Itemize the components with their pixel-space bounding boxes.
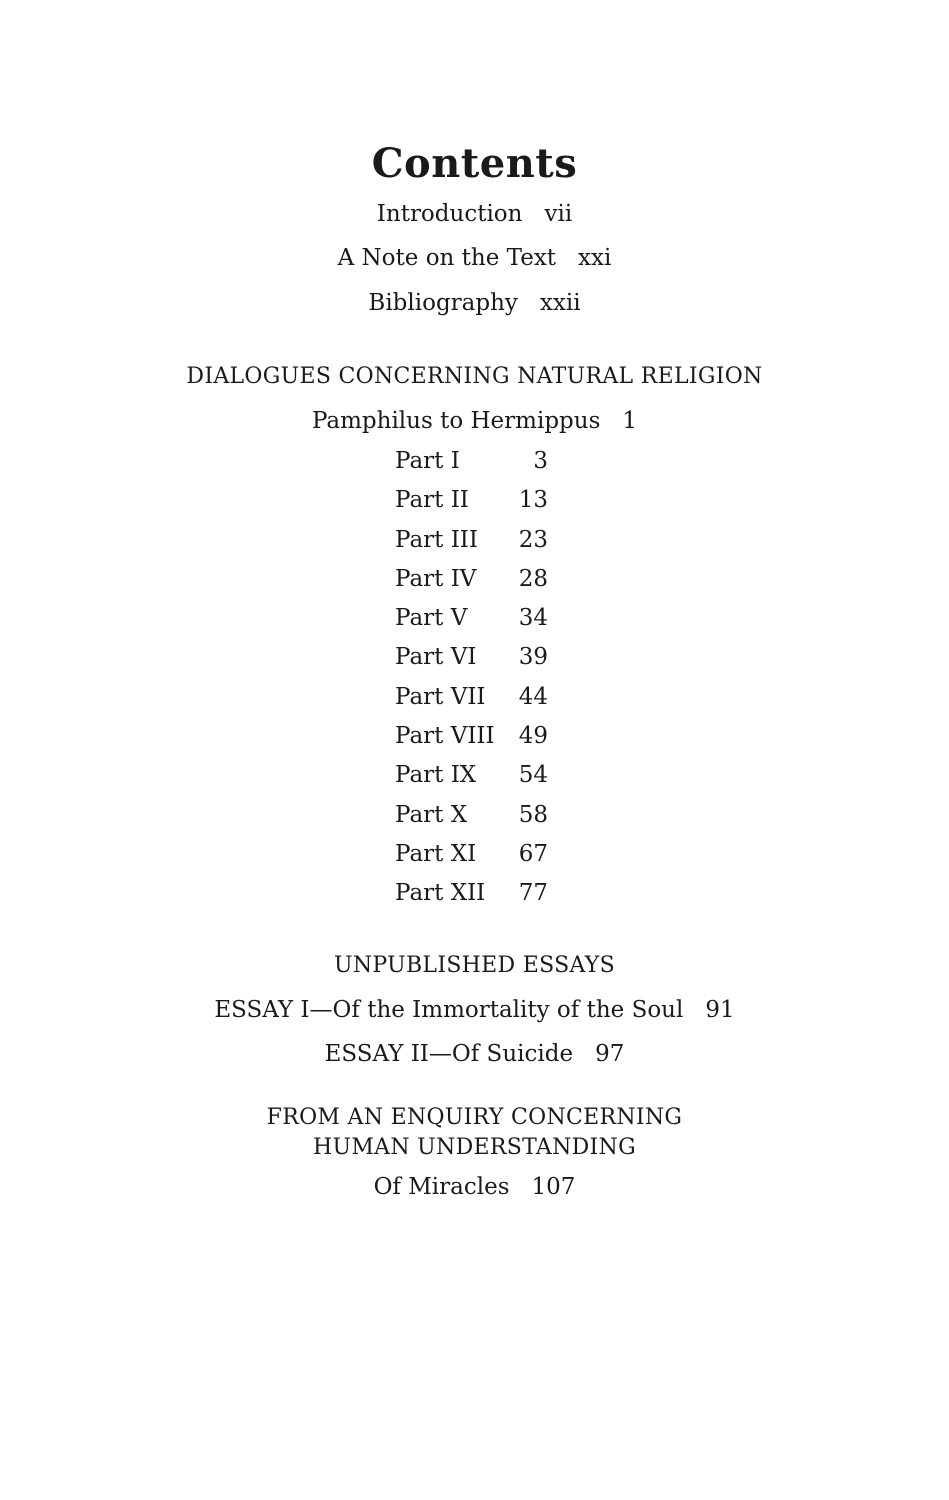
toc-entry-label: Part I xyxy=(395,448,460,474)
toc-entry-label: Part IX xyxy=(395,762,477,789)
toc-entry-part-vii[interactable] xyxy=(395,684,595,723)
section-heading-enquiry-line2: HUMAN UNDERSTANDING xyxy=(313,1135,636,1160)
toc-entry-label: Part XII xyxy=(395,880,486,907)
toc-entry-label: Part III xyxy=(395,526,478,553)
toc-entry-page: 28 xyxy=(518,565,548,592)
toc-entry-part-xii[interactable] xyxy=(395,880,595,919)
toc-entry-essay-i[interactable] xyxy=(0,997,949,1023)
toc-entry-page: 23 xyxy=(518,526,548,553)
toc-entry-part-xi[interactable] xyxy=(395,841,595,880)
toc-entry-page: 107 xyxy=(531,1174,576,1200)
toc-entry-of-miracles[interactable] xyxy=(0,1174,949,1200)
toc-entry-page: xxii xyxy=(539,290,581,316)
toc-entry-page: 54 xyxy=(518,762,548,789)
toc-entry-page: 34 xyxy=(518,605,548,632)
toc-entry-pamphilus[interactable] xyxy=(0,408,949,434)
section-heading-unpublished: UNPUBLISHED ESSAYS xyxy=(334,953,615,978)
toc-entry-label: A Note on the Text xyxy=(337,245,557,271)
toc-entry-part-ix[interactable] xyxy=(395,762,595,801)
section-heading-enquiry-line1: FROM AN ENQUIRY CONCERNING xyxy=(266,1105,683,1130)
toc-entry-label: Part X xyxy=(395,801,468,828)
toc-entry-bibliography[interactable] xyxy=(0,290,949,316)
toc-entry-label: Part XI xyxy=(395,840,477,867)
toc-entry-label: Pamphilus to Hermippus xyxy=(311,408,601,434)
toc-entry-page: 1 xyxy=(622,408,638,434)
toc-entry-label: Introduction xyxy=(376,201,523,227)
toc-entry-label: Part VII xyxy=(395,683,486,710)
toc-entry-note-on-text[interactable] xyxy=(0,245,949,271)
toc-entry-page: 3 xyxy=(533,448,548,474)
toc-entry-label: Part VIII xyxy=(395,723,495,750)
parts-list xyxy=(395,448,595,920)
toc-entry-label: Part II xyxy=(395,487,469,514)
toc-entry-label: ESSAY I—Of the Immortality of the Soul xyxy=(214,997,684,1023)
toc-entry-page: 97 xyxy=(595,1041,625,1067)
toc-entry-page: 49 xyxy=(518,723,548,750)
toc-entry-part-i[interactable] xyxy=(395,448,595,487)
toc-entry-part-vi[interactable] xyxy=(395,644,595,683)
toc-entry-part-viii[interactable] xyxy=(395,723,595,762)
page-title: Contents xyxy=(371,140,578,187)
toc-entry-page: 39 xyxy=(518,644,548,671)
toc-entry-page: 44 xyxy=(518,683,548,710)
toc-entry-part-x[interactable] xyxy=(395,802,595,841)
toc-entry-label: Of Miracles xyxy=(373,1174,510,1200)
toc-entry-page: 91 xyxy=(705,997,735,1023)
toc-entry-label: Part IV xyxy=(395,565,477,592)
toc-entry-part-iv[interactable] xyxy=(395,566,595,605)
toc-entry-page: 67 xyxy=(518,840,548,867)
toc-entry-label: ESSAY II—Of Suicide xyxy=(324,1041,574,1067)
toc-entry-part-iii[interactable] xyxy=(395,527,595,566)
toc-entry-page: 77 xyxy=(518,880,548,907)
toc-entry-label: Bibliography xyxy=(368,290,518,316)
toc-entry-part-ii[interactable] xyxy=(395,487,595,526)
toc-entry-introduction[interactable] xyxy=(0,201,949,227)
toc-entry-page: 13 xyxy=(518,487,548,514)
toc-entry-label: Part VI xyxy=(395,644,477,671)
toc-entry-page: vii xyxy=(544,201,573,227)
toc-entry-essay-ii[interactable] xyxy=(0,1041,949,1067)
toc-entry-page: 58 xyxy=(518,801,548,828)
toc-entry-label: Part V xyxy=(395,605,468,632)
toc-entry-part-v[interactable] xyxy=(395,605,595,644)
section-heading-dialogues: DIALOGUES CONCERNING NATURAL RELIGION xyxy=(186,364,763,389)
toc-entry-page: xxi xyxy=(578,245,612,271)
